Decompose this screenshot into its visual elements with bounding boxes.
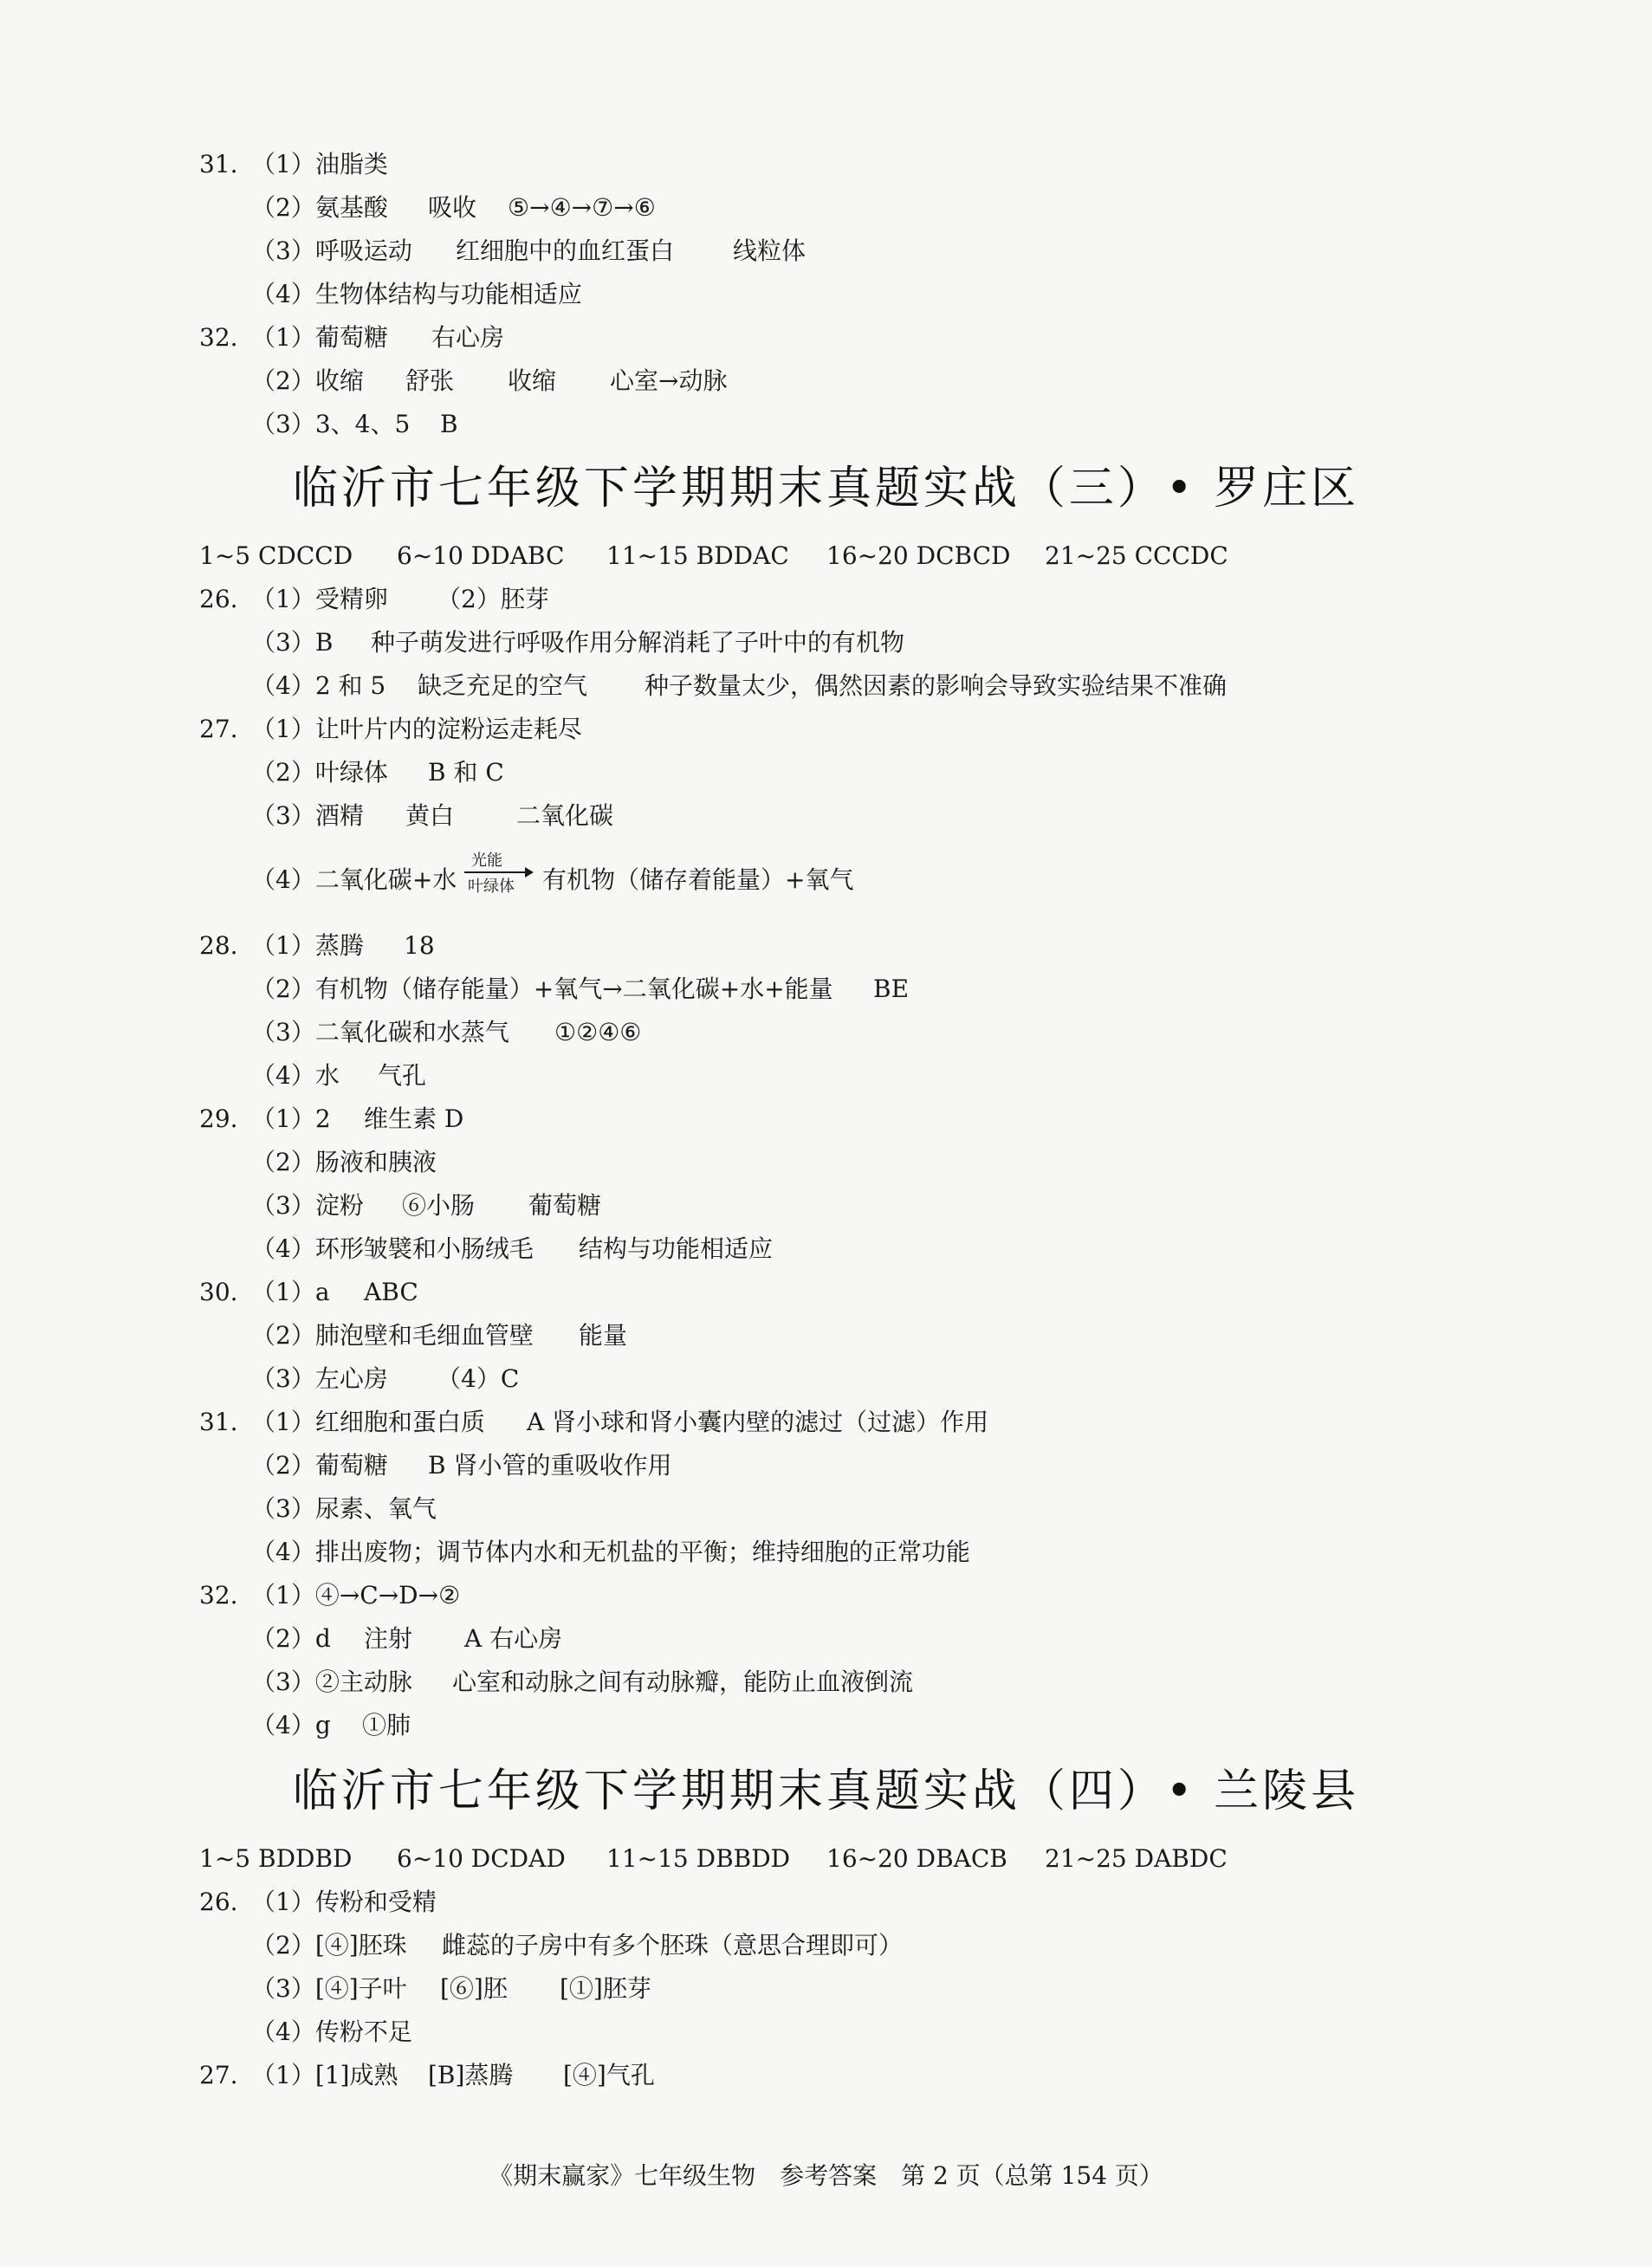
answer-text: 缺乏充足的空气 [418, 671, 588, 700]
answer-text: （1）2 [251, 1104, 331, 1133]
answer-text: 线粒体 [733, 236, 807, 265]
answer-text: （4）传粉不足 [251, 2018, 412, 2046]
question-number: 29. [199, 1104, 238, 1133]
question-number: 31. [199, 150, 238, 178]
section-heading-3: 临沂市七年级下学期期末真题实战（三）• 罗庄区 [292, 463, 1360, 515]
choice-answers: 1~5 CDCCD [199, 541, 353, 570]
answer-text: ⑤→④→⑦→⑥ [508, 193, 656, 222]
answer-text: （2）肠液和胰液 [251, 1148, 437, 1176]
choice-answers: 6~10 DDABC [397, 541, 565, 570]
question-number: 31. [199, 1408, 238, 1436]
answer-text: [⑥]胚 [440, 1974, 508, 2003]
answer-text: （2）葡萄糖 [251, 1451, 388, 1480]
question-number: 26. [199, 585, 238, 613]
answer-text: ⑥小肠 [402, 1191, 476, 1220]
answer-text: （2）d [251, 1624, 331, 1653]
answer-text: 二氧化碳 [516, 801, 614, 830]
question-number: 28. [199, 931, 238, 960]
choice-answers: 16~20 DCBCD [826, 541, 1011, 570]
answer-text: BE [873, 975, 910, 1003]
choice-answers: 11~15 BDDAC [606, 541, 789, 570]
arrow-icon [464, 871, 532, 873]
choice-answers: 16~20 DBACB [826, 1844, 1007, 1873]
question-number: 26. [199, 1888, 238, 1916]
choice-answers: 21~25 DABDC [1045, 1844, 1228, 1873]
answer-text: （1）④→C→D→② [251, 1581, 461, 1610]
answer-text: （3）3、4、5 [251, 410, 411, 438]
answer-text: （3）②主动脉 [251, 1668, 412, 1696]
answer-text: （4）C [437, 1364, 520, 1393]
answer-text: （3）酒精 [251, 801, 364, 830]
page-footer: 《期末赢家》七年级生物 参考答案 第 2 页（总第 154 页） [489, 2161, 1163, 2190]
choice-answers: 1~5 BDDBD [199, 1844, 353, 1873]
answer-text: 注射 [364, 1624, 413, 1653]
answer-text: ①②④⑥ [554, 1018, 642, 1046]
answer-text: （1）a [251, 1278, 330, 1306]
answer-text: B 肾小管的重吸收作用 [428, 1451, 672, 1480]
answer-text: 种子数量太少，偶然因素的影响会导致实验结果不准确 [645, 671, 1228, 700]
choice-answers: 6~10 DCDAD [397, 1844, 566, 1873]
question-number: 27. [199, 715, 238, 743]
choice-answers: 21~25 CCCDC [1045, 541, 1228, 570]
answer-text: B [440, 410, 458, 438]
answer-text: （3）左心房 [251, 1364, 388, 1393]
answer-text: ①肺 [362, 1711, 411, 1739]
answer-text: （2）肺泡壁和毛细血管壁 [251, 1321, 534, 1350]
answer-text: 有机物（储存着能量）+氧气 [542, 865, 854, 894]
question-number: 32. [199, 323, 238, 352]
answer-text: （1）葡萄糖 [251, 323, 388, 352]
answer-text: 结构与功能相适应 [579, 1234, 774, 1263]
answer-text: （3）呼吸运动 [251, 236, 412, 265]
question-number: 30. [199, 1278, 238, 1306]
answer-text: 葡萄糖 [528, 1191, 602, 1220]
answer-text: 舒张 [405, 366, 455, 395]
choice-answers: 11~15 DBBDD [606, 1844, 791, 1873]
answer-text: （4）环形皱襞和小肠绒毛 [251, 1234, 534, 1263]
arrow-condition-top: 光能 [471, 852, 502, 870]
answer-text: （1）红细胞和蛋白质 [251, 1408, 485, 1436]
answer-text: 吸收 [428, 193, 477, 222]
answer-text: （4）二氧化碳+水 [251, 865, 457, 894]
answer-text: （2）胚芽 [437, 585, 549, 613]
answer-text: （3）B [251, 628, 334, 657]
answer-text: [④]气孔 [563, 2061, 655, 2089]
answer-text: （4）水 [251, 1061, 340, 1090]
answer-text: （3）[④]子叶 [251, 1974, 407, 2003]
answer-text: 维生素 D [364, 1104, 464, 1133]
answer-text: （1）蒸腾 [251, 931, 364, 960]
answer-text: （2）[④]胚珠 [251, 1931, 407, 1959]
answer-text: A 右心房 [464, 1624, 563, 1653]
answer-text: （1）让叶片内的淀粉运走耗尽 [251, 715, 582, 743]
answer-text: （3）尿素、氧气 [251, 1494, 437, 1523]
answer-text: ABC [364, 1278, 418, 1306]
answer-text: （4）生物体结构与功能相适应 [251, 280, 582, 308]
section-heading-4: 临沂市七年级下学期期末真题实战（四）• 兰陵县 [292, 1765, 1360, 1817]
answer-text: 雌蕊的子房中有多个胚珠（意思合理即可） [442, 1931, 904, 1959]
answer-text: 心室→动脉 [610, 366, 728, 395]
answer-text: （4）排出废物；调节体内水和无机盐的平衡；维持细胞的正常功能 [251, 1538, 970, 1566]
answer-text: （3）二氧化碳和水蒸气 [251, 1018, 509, 1046]
answer-text: 能量 [579, 1321, 628, 1350]
answer-text: 右心房 [431, 323, 505, 352]
answer-text: （2）收缩 [251, 366, 364, 395]
answer-text: （1）油脂类 [251, 150, 388, 178]
answer-text: （4）2 和 5 [251, 671, 386, 700]
question-number: 27. [199, 2061, 238, 2089]
answer-text: （2）叶绿体 [251, 758, 388, 787]
answer-text: 气孔 [378, 1061, 427, 1090]
answer-text: 18 [404, 931, 435, 960]
question-number: 32. [199, 1581, 238, 1610]
answer-text: 种子萌发进行呼吸作用分解消耗了子叶中的有机物 [371, 628, 905, 657]
answer-text: 黄白 [405, 801, 455, 830]
answer-text: （1）[1]成熟 [251, 2061, 398, 2089]
answer-text: 红细胞中的血红蛋白 [456, 236, 675, 265]
answer-text: （3）淀粉 [251, 1191, 364, 1220]
answer-text: （1）受精卵 [251, 585, 388, 613]
answer-text: A 肾小球和肾小囊内壁的滤过（过滤）作用 [527, 1408, 989, 1436]
answer-text: （2）氨基酸 [251, 193, 388, 222]
answer-text: B 和 C [428, 758, 504, 787]
answer-text: （2）有机物（储存能量）+氧气→二氧化碳+水+能量 [251, 975, 833, 1003]
arrow-condition-bottom: 叶绿体 [468, 878, 515, 896]
answer-text: 收缩 [508, 366, 557, 395]
answer-text: [B]蒸腾 [428, 2061, 514, 2089]
answer-text: （1）传粉和受精 [251, 1888, 437, 1916]
reaction-arrow [464, 852, 534, 896]
answer-text: 心室和动脉之间有动脉瓣，能防止血液倒流 [452, 1668, 914, 1696]
answer-text: （4）g [251, 1711, 331, 1739]
answer-text: [①]胚芽 [560, 1974, 651, 2003]
